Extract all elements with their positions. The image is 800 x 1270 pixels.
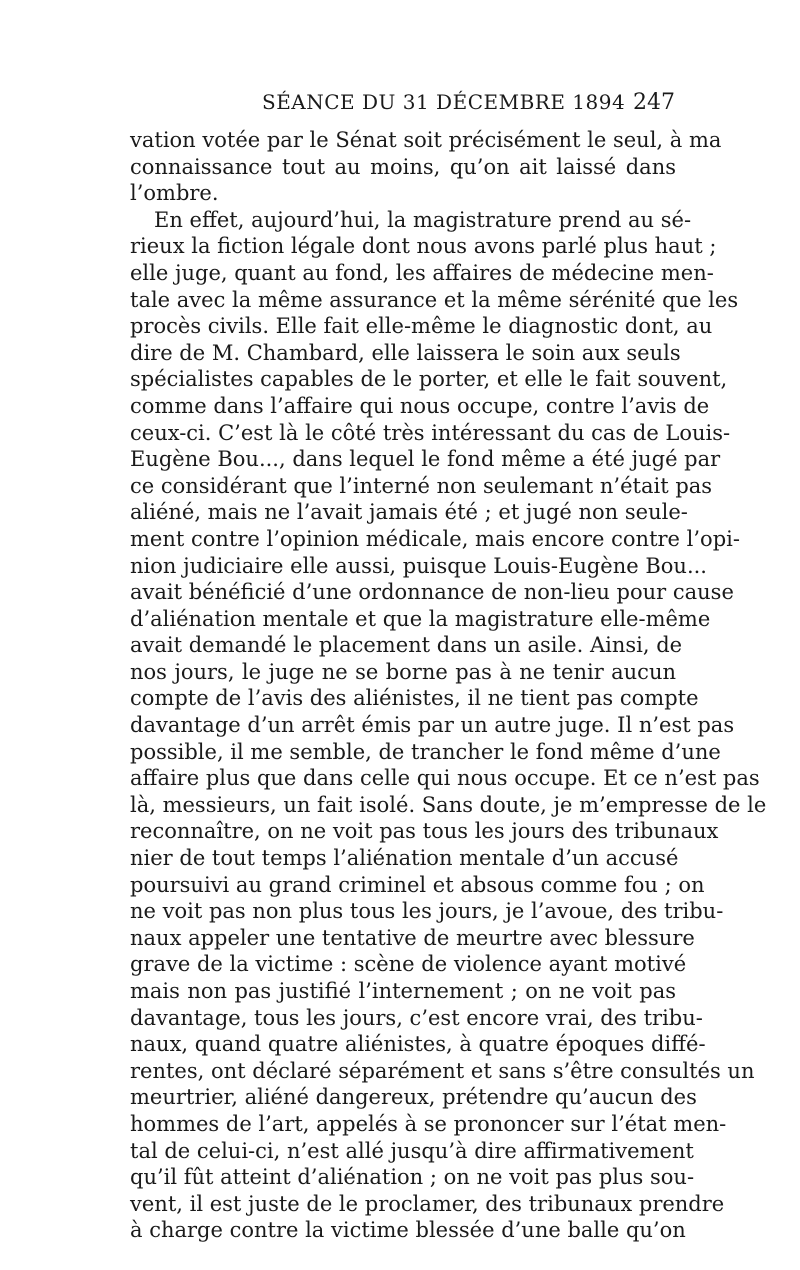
text-line: rieux la fiction légale dont nous avons parlé plus haut ; [130, 234, 717, 259]
body-text [130, 127, 767, 1244]
text-line: poursuivi au grand criminel et absous comme fou ; on [130, 872, 705, 897]
text-line: dire de M. Chambard, elle laissera le soin aux seuls [130, 340, 681, 365]
text-line: davantage, tous les jours, c’est encore vrai, des tribu- [130, 1005, 703, 1030]
text-line: vation votée par le Sénat soit précisément le seul, à ma [130, 128, 722, 152]
text-line: meurtrier, aliéné dangereux, prétendre qu’aucun des [130, 1085, 697, 1110]
text-line: l’ombre. [130, 181, 219, 206]
text-line: ment contre l’opinion médicale, mais encore contre l’opi- [130, 526, 740, 551]
running-title: SÉANCE DU 31 DÉCEMBRE 1894 [262, 90, 626, 114]
text-line: En effet, aujourd’hui, la magistrature prend au sé- [154, 207, 692, 232]
text-line: naux appeler une tentative de meurtre avec blessure [130, 925, 695, 950]
text-line: avait demandé le placement dans un asile. Ainsi, de [130, 633, 683, 658]
text-line: nion judiciaire elle aussi, puisque Louis-Eugène Bou... [130, 553, 707, 578]
text-line: possible, il me semble, de trancher le fond même d’une [130, 739, 721, 764]
text-line: rentes, ont déclaré séparément et sans s’être consultés un [130, 1058, 755, 1083]
text-line: compte de l’avis des aliénistes, il ne tient pas compte [130, 686, 699, 711]
text-line: comme dans l’affaire qui nous occupe, contre l’avis de [130, 393, 710, 418]
text-line: à charge contre la victime blessée d’une balle qu’on [130, 1218, 686, 1243]
text-line: qu’il fût atteint d’aliénation ; on ne voit pas plus sou- [130, 1165, 695, 1190]
text-line: procès civils. Elle fait elle-même le diagnostic dont, au [130, 314, 713, 339]
text-line: là, messieurs, un fait isolé. Sans doute, je m’empresse de le [130, 792, 767, 817]
text-line: affaire plus que dans celle qui nous occupe. Et ce n’est pas [130, 766, 760, 791]
running-head [130, 86, 675, 122]
text-line: avait bénéficié d’une ordonnance de non-lieu pour cause [130, 580, 734, 605]
text-line: nier de tout temps l’aliénation mentale d’un accusé [130, 846, 679, 871]
text-line: d’aliénation mentale et que la magistrature elle-même [130, 606, 711, 631]
page-number: 247 [633, 90, 675, 115]
text-line: tal de celui-ci, n’est allé jusqu’à dire affirmativement [130, 1138, 694, 1163]
text-line: spécialistes capables de le porter, et elle le fait souvent, [130, 367, 728, 392]
text-line: tale avec la même assurance et la même sérénité que les [130, 287, 739, 312]
text-line: ne voit pas non plus tous les jours, je l’avoue, des tribu- [130, 899, 724, 924]
text-line: ce considérant que l’interné non seulemant n’était pas [130, 473, 713, 498]
text-line: vent, il est juste de le proclamer, des tribunaux prendre [130, 1191, 725, 1216]
text-line: ceux-ci. C’est là le côté très intéressant du cas de Louis- [130, 420, 731, 445]
text-line: naux, quand quatre aliénistes, à quatre époques diffé- [130, 1032, 706, 1057]
text-line: grave de la victime : scène de violence ayant motivé [130, 952, 687, 977]
text-line: aliéné, mais ne l’avait jamais été ; et jugé non seule- [130, 500, 688, 525]
text-line: mais non pas justifié l’internement ; on ne voit pas [130, 979, 676, 1003]
text-line: reconnaître, on ne voit pas tous les jours des tribunaux [130, 819, 719, 844]
text-line: Eugène Bou..., dans lequel le fond même a été jugé par [130, 447, 721, 472]
text-line: hommes de l’art, appelés à se prononcer sur l’état men- [130, 1111, 727, 1136]
text-line: connaissance tout au moins, qu’on ait laissé dans [130, 154, 676, 179]
text-line: nos jours, le juge ne se borne pas à ne tenir aucun [130, 659, 676, 684]
text-line: elle juge, quant au fond, les affaires de médecine men- [130, 260, 714, 285]
text-line: davantage d’un arrêt émis par un autre juge. Il n’est pas [130, 713, 735, 738]
